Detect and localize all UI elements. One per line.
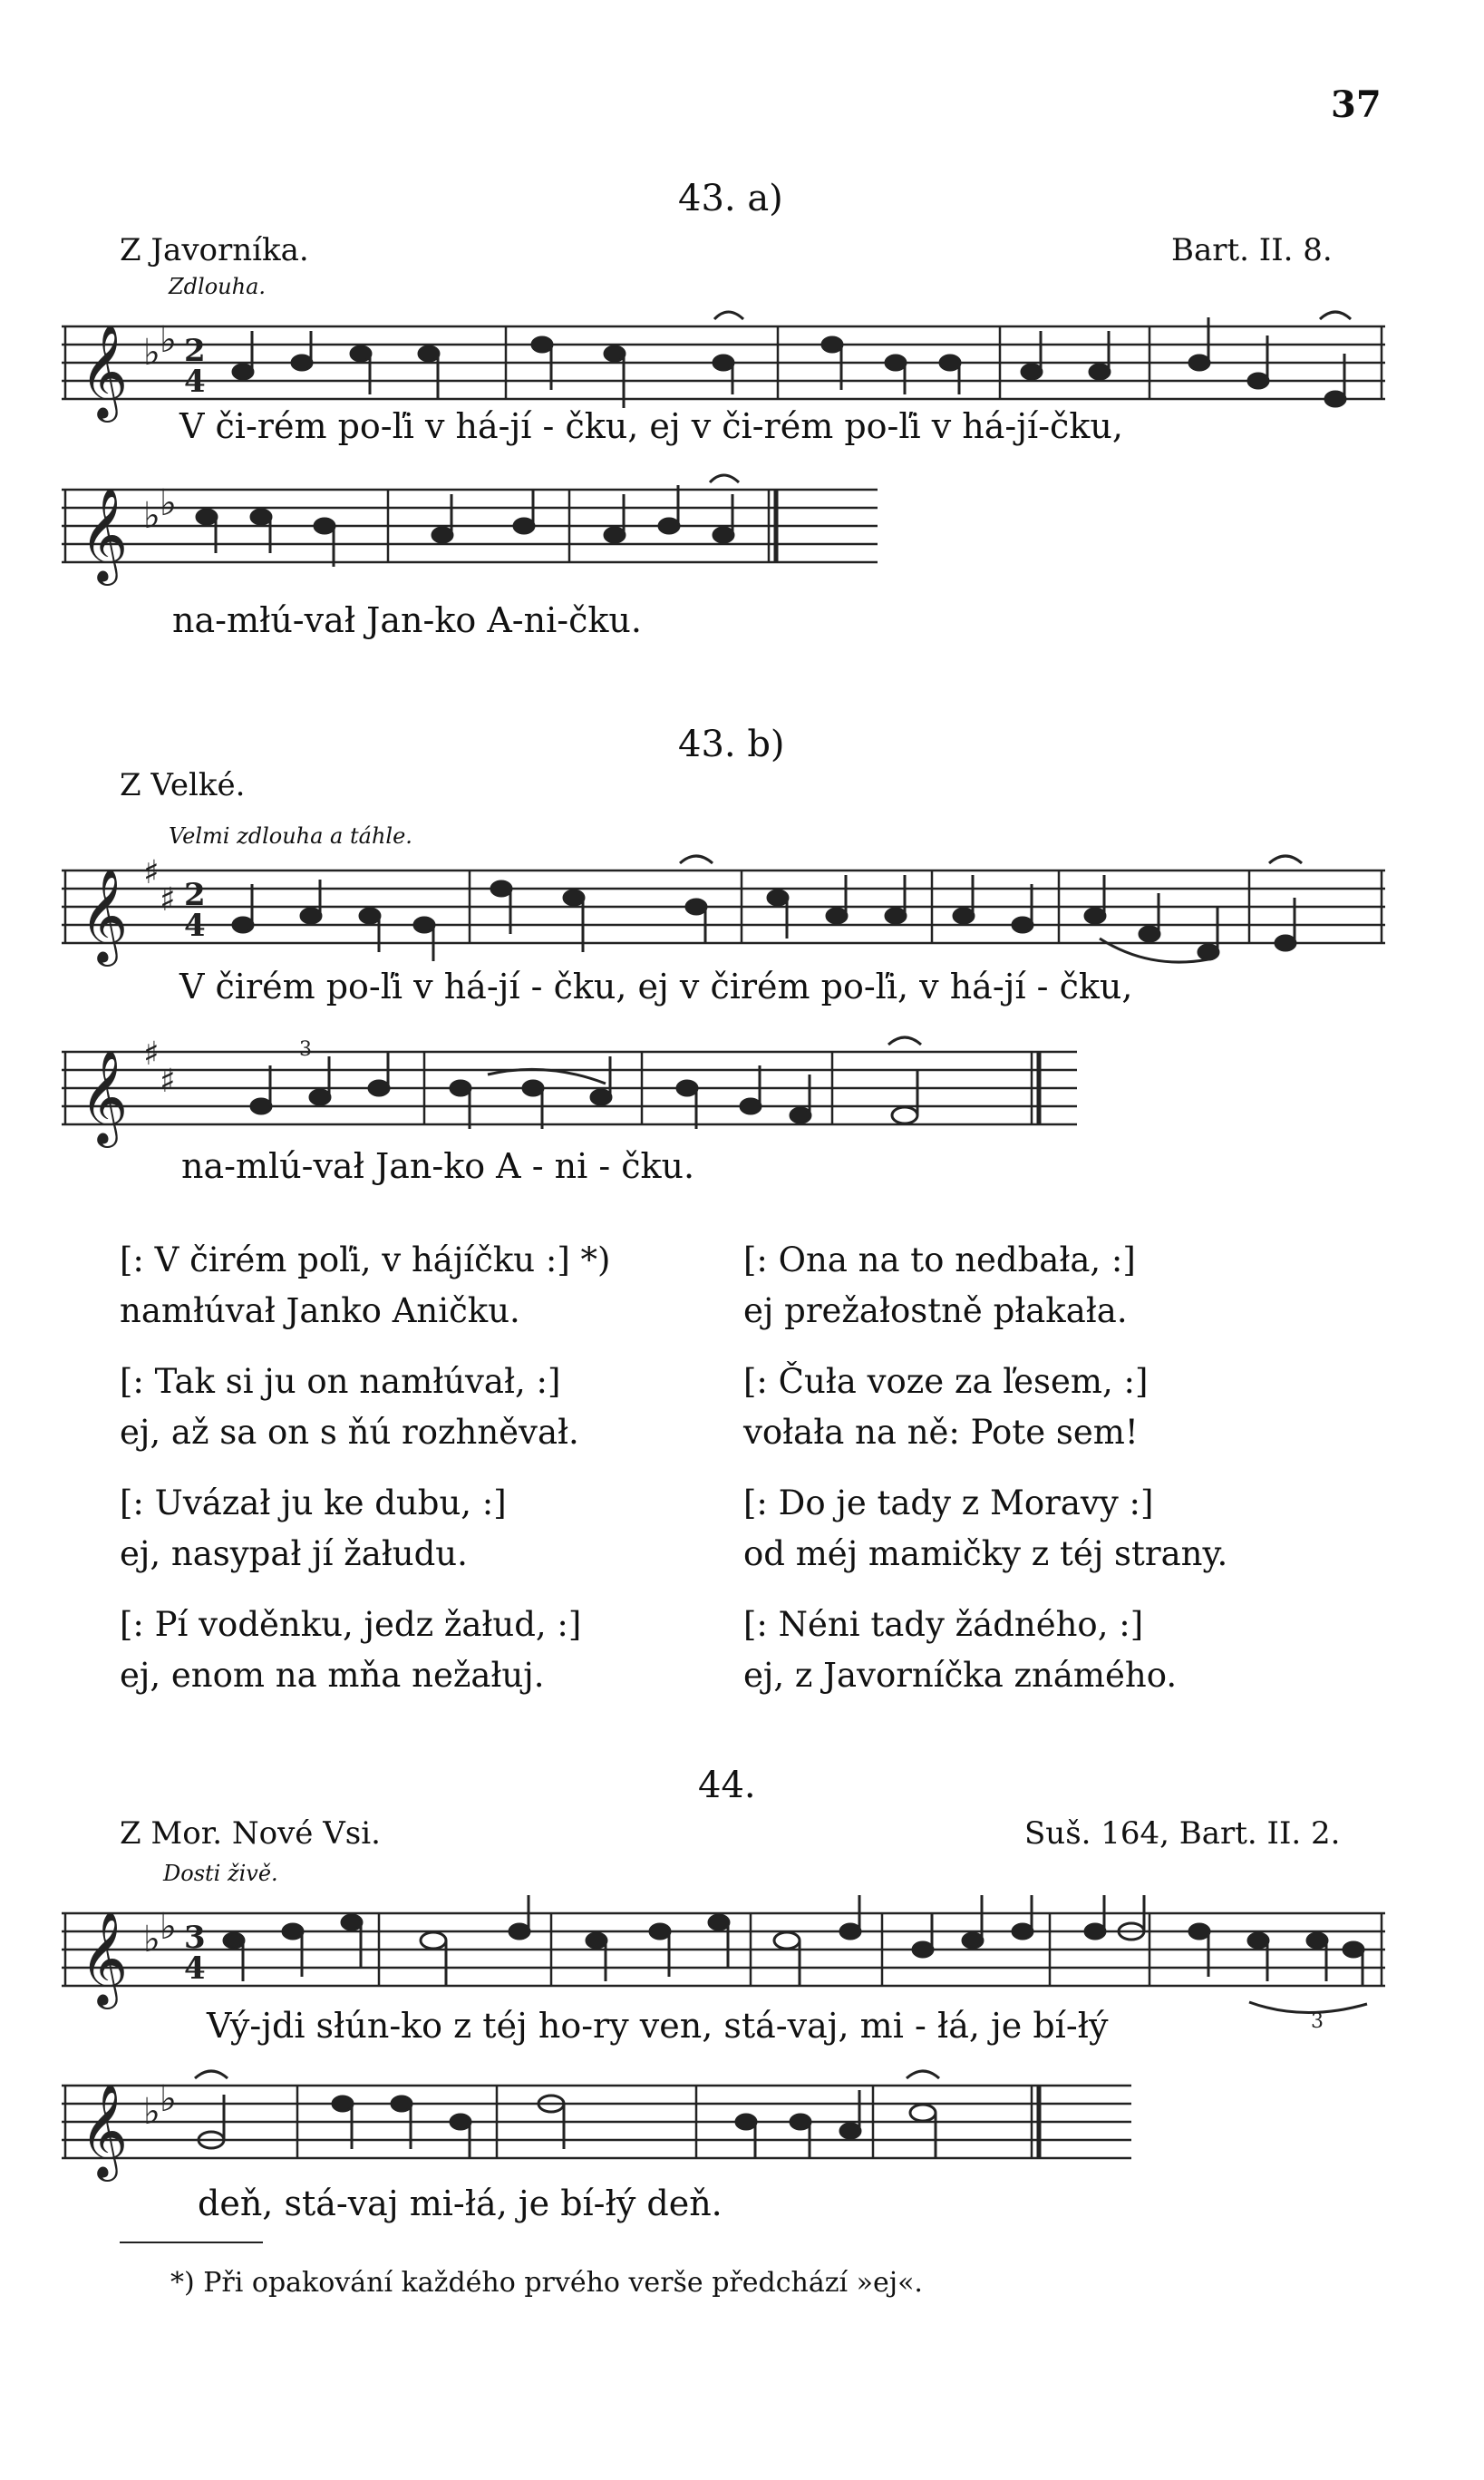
verse-stanza — [743, 1600, 1227, 1701]
music-staff — [62, 1034, 1077, 1152]
svg-text:𝄞: 𝄞 — [80, 2083, 129, 2178]
verse-line: [: Ona na to nedbała, :] — [743, 1240, 1136, 1279]
music-staff — [62, 2067, 1131, 2185]
svg-text:♭: ♭ — [143, 495, 160, 537]
verse-line: [: Tak si ju on namłúvał, :] — [120, 1362, 561, 1401]
verse-line: [: Pí voděnku, jedz žałud, :] — [120, 1605, 582, 1644]
verse-line: ej prežałostně płakała. — [743, 1291, 1128, 1330]
verse-stanza — [120, 1357, 610, 1458]
svg-text:♭: ♭ — [160, 482, 177, 524]
song-number: 44. — [698, 1765, 756, 1806]
verse-stanza — [743, 1235, 1227, 1337]
svg-text:𝄞: 𝄞 — [80, 868, 129, 963]
svg-text:2: 2 — [184, 333, 206, 369]
verse-line: [: V čirém poľi, v hájíčku :] *) — [120, 1240, 611, 1279]
svg-text:3: 3 — [184, 1920, 206, 1956]
lyrics-line: V čirém po-ľi v há-jí - čku, ej v čirém po-ľi, v há-jí - čku, — [179, 967, 1133, 1007]
svg-text:♭: ♭ — [143, 1919, 160, 1960]
verse-line: [: Uvázał ju ke dubu, :] — [120, 1483, 507, 1522]
lyrics-line: Vý-jdi słún-ko z téj ho-ry ven, stá-vaj, mi - łá, je bí-łý — [207, 2006, 1109, 2046]
verse-line: ej, enom na mňa nežałuj. — [120, 1656, 545, 1695]
svg-text:2: 2 — [184, 877, 206, 913]
svg-text:♭: ♭ — [143, 332, 160, 374]
svg-text:𝄞: 𝄞 — [80, 1911, 129, 2006]
verse-line: namłúvał Janko Aničku. — [120, 1291, 520, 1330]
svg-text:♯: ♯ — [143, 1036, 160, 1073]
verse-line: [: Do je tady z Moravy :] — [743, 1483, 1154, 1522]
song-reference: Suš. 164, Bart. II. 2. — [1024, 1815, 1341, 1852]
svg-text:♭: ♭ — [143, 2091, 160, 2133]
verse-line: [: Čuła voze za ľesem, :] — [743, 1362, 1149, 1401]
song-number: 43. b) — [678, 724, 785, 765]
song-number: 43. a) — [678, 178, 783, 219]
lyrics-line: V či-rém po-ľi v há-jí - čku, ej v či-rém po-ľi v há-jí-čku, — [179, 406, 1123, 446]
song-reference: Bart. II. 8. — [1171, 232, 1333, 268]
verse-line: vołała na ně: Pote sem! — [743, 1413, 1139, 1452]
verse-stanza — [120, 1600, 610, 1701]
song-origin: Z Velké. — [120, 767, 246, 803]
verse-stanza — [743, 1357, 1227, 1458]
tempo-marking: Velmi zdlouha a táhle. — [169, 823, 412, 849]
svg-text:𝄞: 𝄞 — [80, 1049, 129, 1144]
verse-column-left — [120, 1235, 610, 1701]
page-number: 37 — [1331, 83, 1382, 126]
song-origin: Z Mor. Nové Vsi. — [120, 1815, 381, 1852]
svg-text:♯: ♯ — [160, 1063, 176, 1100]
song-origin: Z Javorníka. — [120, 232, 309, 268]
svg-text:𝄞: 𝄞 — [80, 487, 129, 582]
lyrics-line: deň, stá-vaj mi-łá, je bí-łý deň. — [198, 2183, 723, 2223]
tempo-marking: Dosti živě. — [163, 1861, 278, 1886]
music-staff — [62, 472, 878, 589]
svg-text:♯: ♯ — [160, 881, 176, 919]
lyrics-line: na-młú-vał Jan-ko A-ni-čku. — [172, 600, 642, 640]
verse-line: ej, až sa on s ňú rozhněvał. — [120, 1413, 579, 1452]
verse-stanza — [120, 1235, 610, 1337]
svg-text:3: 3 — [299, 1038, 312, 1061]
svg-text:♯: ♯ — [143, 854, 160, 891]
verse-stanza — [120, 1478, 610, 1580]
svg-text:4: 4 — [184, 364, 206, 400]
svg-text:𝄞: 𝄞 — [80, 324, 129, 419]
tempo-marking: Zdlouha. — [169, 274, 267, 299]
svg-text:♭: ♭ — [160, 1906, 177, 1948]
svg-text:4: 4 — [184, 908, 206, 944]
verse-line: [: Néni tady žádného, :] — [743, 1605, 1144, 1644]
verse-line: od méj mamičky z téj strany. — [743, 1534, 1228, 1573]
verse-line: ej, z Javorníčka známého. — [743, 1656, 1178, 1695]
lyrics-line: na-mlú-vał Jan-ko A - ni - čku. — [181, 1146, 695, 1186]
verse-stanza — [743, 1478, 1227, 1580]
svg-text:4: 4 — [184, 1950, 206, 1987]
svg-text:3: 3 — [1311, 2010, 1324, 2033]
footnote: *) Při opakování každého prvého verše předchází »ej«. — [170, 2267, 923, 2299]
verse-line: ej, nasypał jí žałudu. — [120, 1534, 468, 1573]
svg-text:♭: ♭ — [160, 2078, 177, 2120]
music-staff — [62, 852, 1385, 979]
svg-text:♭: ♭ — [160, 319, 177, 361]
footnote-rule — [120, 2242, 263, 2243]
verse-column-right — [743, 1235, 1227, 1701]
